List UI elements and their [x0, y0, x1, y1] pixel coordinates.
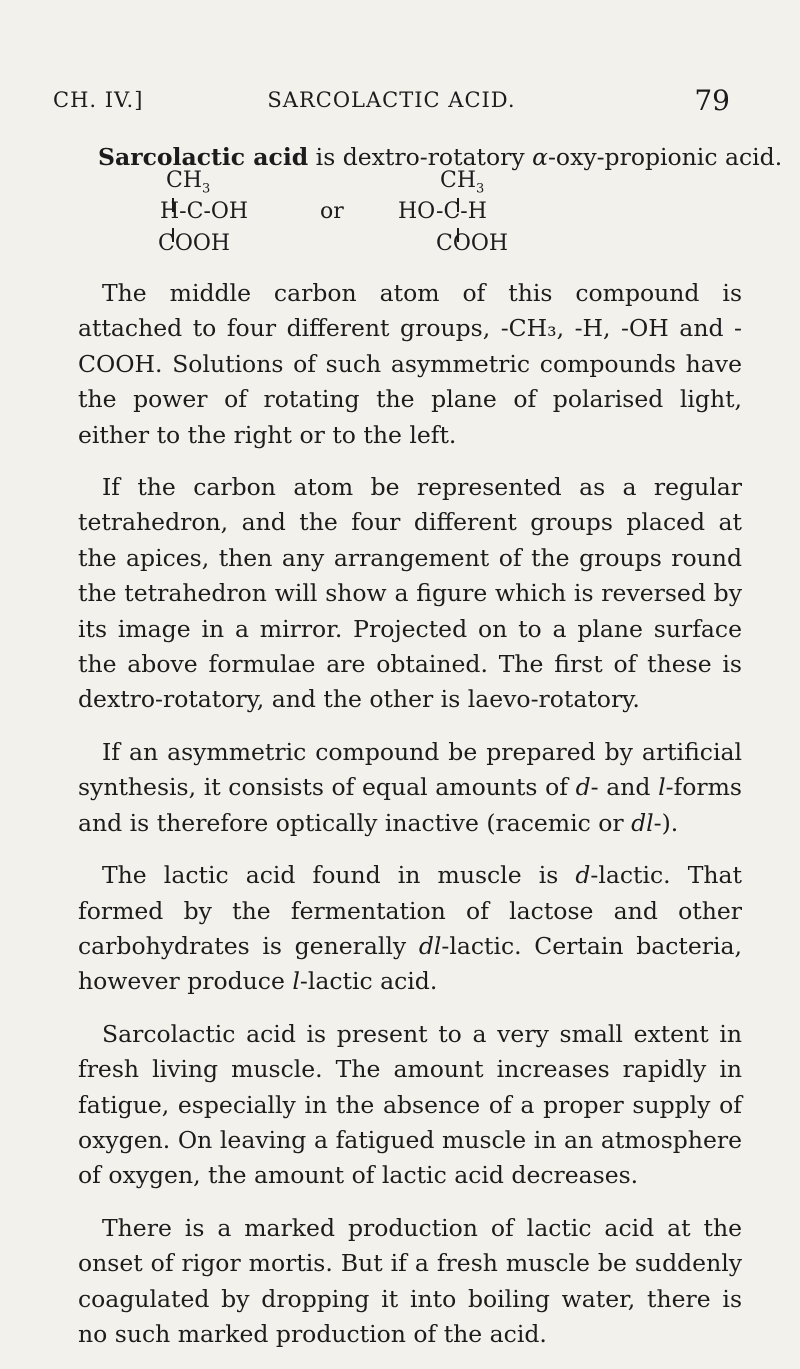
- chapter-label: CH. IV.]: [53, 88, 144, 112]
- paragraph-1: The middle carbon atom of this compound is attached to four different groups, -CH₃, -H, -OH and -COOH. Solutions of such asymmetric compounds have the power of rotating the plane of polarised light, either to the right or to the left.: [78, 279, 742, 449]
- paragraph-6: There is a marked production of lactic acid at the onset of rigor mortis. But if a fresh muscle be suddenly coagulated by dropping it into boiling water, there is no such marked production of the acid.: [78, 1213, 742, 1348]
- running-header: [53, 84, 730, 124]
- lead-tail: -oxy-propionic acid.: [547, 143, 783, 171]
- lead-greek-alpha: α: [532, 143, 548, 171]
- formula-left-cooh: COOH: [158, 231, 231, 256]
- paragraph-4: The lactic acid found in muscle is d-lactic. That formed by the fermentation of lactose and other carbohydrates is generally dl-lactic. Certain bacteria, however produce l-lactic acid.: [78, 861, 742, 996]
- paragraph-5: Sarcolactic acid is present to a very small extent in fresh living muscle. The amount increases rapidly in fatigue, especially in the absence of a proper supply of oxygen. On leaving a fatigued muscle in an atmosphere of oxygen, the amount of lactic acid decreases.: [78, 1019, 742, 1190]
- body-text: [78, 276, 742, 1369]
- lead-sentence: [98, 143, 783, 171]
- formula-separator: or: [320, 199, 344, 224]
- formula-right-ch3: $CH_3$: [440, 168, 485, 197]
- paragraph-2: If the carbon atom be represented as a regular tetrahedron, and the four different groups placed at the apices, then any arrangement of the groups round the tetrahedron will show a figure which is reversed by its image in a mirror. Projected on to a plane surface the above formulae are obtained. The first of these is dextro-rotatory, and the other is laevo-rotatory.: [78, 473, 742, 714]
- lead-rest: is dextro-rotatory: [308, 143, 533, 171]
- paragraph-3: If an asymmetric compound be prepared by artificial synthesis, it consists of equal amounts of d- and l-forms and is therefore optically inactive (racemic or dl-).: [78, 737, 742, 837]
- formula-left-ch3: $CH_3$: [166, 168, 211, 197]
- page-number: 79: [694, 84, 730, 117]
- formula-right-cooh: COOH: [436, 231, 509, 256]
- running-title: SARCOLACTIC ACID.: [267, 88, 516, 112]
- lead-bold-term: Sarcolactic acid: [98, 143, 309, 171]
- formula-left-middle: H-C-OH: [160, 199, 249, 224]
- formula-right-middle: HO-C-H: [398, 199, 487, 224]
